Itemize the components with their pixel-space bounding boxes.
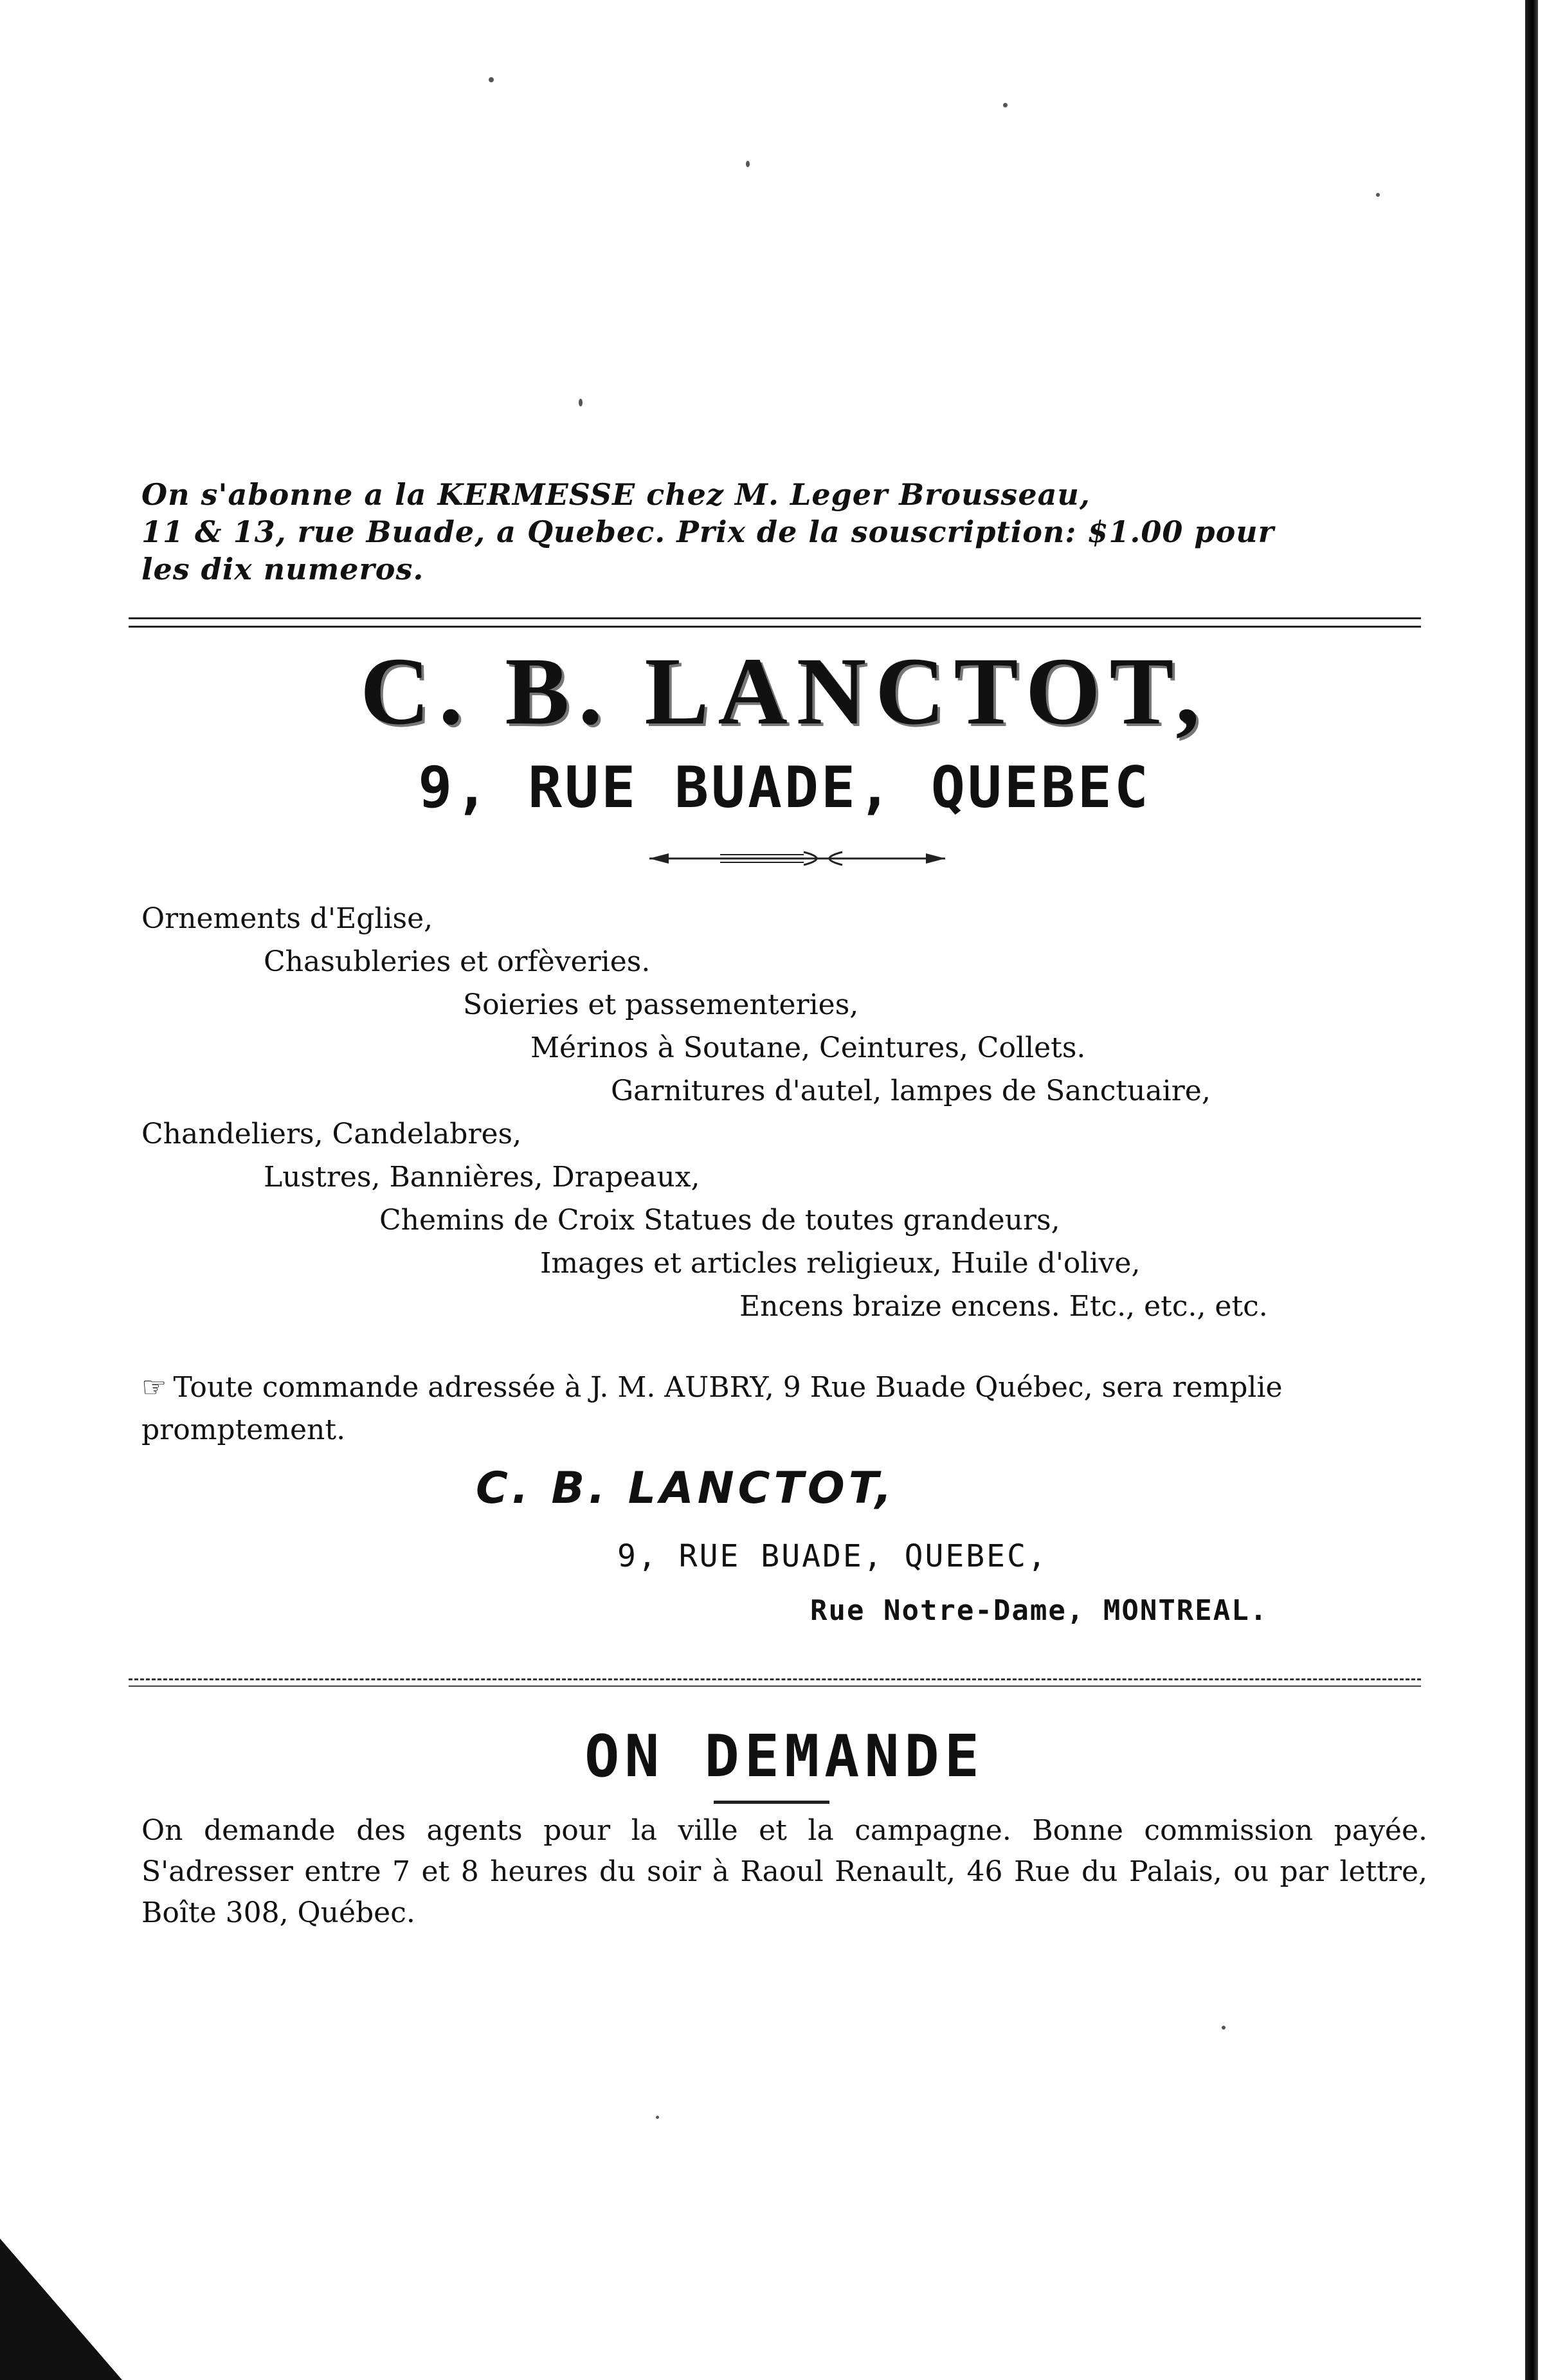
demand-underline: [714, 1801, 829, 1804]
list-item: Chasubleries et orfèveries.: [264, 945, 651, 978]
print-speck: [489, 77, 494, 82]
dashed-rule: [129, 1678, 1421, 1687]
print-speck: [579, 399, 583, 406]
list-item: Encens braize encens. Etc., etc., etc.: [739, 1290, 1268, 1323]
order-note: [141, 1367, 1421, 1451]
list-item: Chemins de Croix Statues de toutes grandeurs,: [379, 1204, 1060, 1237]
list-item: Lustres, Bannières, Drapeaux,: [264, 1161, 700, 1194]
list-item: Images et articles religieux, Huile d'olive,: [540, 1247, 1141, 1280]
list-item: Ornements d'Eglise,: [141, 902, 433, 935]
shop-name: C. B. LANCTOT,: [360, 638, 1209, 745]
pointing-hand-icon: ☞: [141, 1371, 167, 1404]
subscription-line-2: 11 & 13, rue Buade, a Quebec. Prix de la souscription: $1.00 pour: [141, 514, 1274, 549]
print-speck: [1003, 103, 1008, 107]
double-rule: [129, 617, 1421, 628]
merchandise-list: [141, 897, 1427, 1328]
shop-address: 9, RUE BUADE, QUEBEC: [418, 754, 1151, 821]
ornament-divider-icon: [643, 846, 952, 871]
list-item: Chandeliers, Candelabres,: [141, 1118, 522, 1150]
page-edge-shadow: [1525, 0, 1538, 2380]
print-speck: [1222, 2026, 1226, 2030]
demand-body: On demande des agents pour la ville et la campagne. Bonne commission payée. S'adresser entre 7 et 8 heures du soir à Raoul Renault, 46 Rue du Palais, ou par lettre, Boîte 308, Québec.: [141, 1814, 1427, 1929]
subscription-notice: [141, 476, 1427, 588]
corner-shadow: [0, 2239, 122, 2380]
signature-address: 9, RUE BUADE, QUEBEC,: [617, 1538, 1048, 1574]
signature-name: C. B. LANCTOT,: [476, 1463, 896, 1514]
order-note-text: Toute commande adressée à J. M. AUBRY, 9 Rue Buade Québec, sera remplie promptement.: [141, 1371, 1283, 1446]
list-item: Mérinos à Soutane, Ceintures, Collets.: [530, 1031, 1086, 1064]
print-speck: [746, 161, 750, 167]
subscription-line-3: les dix numeros.: [141, 552, 424, 586]
signature-city: Rue Notre-Dame, MONTREAL.: [810, 1594, 1269, 1627]
list-item: Garnitures d'autel, lampes de Sanctuaire,: [611, 1075, 1211, 1107]
list-item: Soieries et passementeries,: [463, 988, 859, 1021]
print-speck: [1376, 193, 1380, 197]
demand-title: ON DEMANDE: [584, 1723, 984, 1790]
subscription-line-1: On s'abonne a la KERMESSE chez M. Leger Brousseau,: [141, 477, 1090, 512]
print-speck: [656, 2116, 659, 2119]
